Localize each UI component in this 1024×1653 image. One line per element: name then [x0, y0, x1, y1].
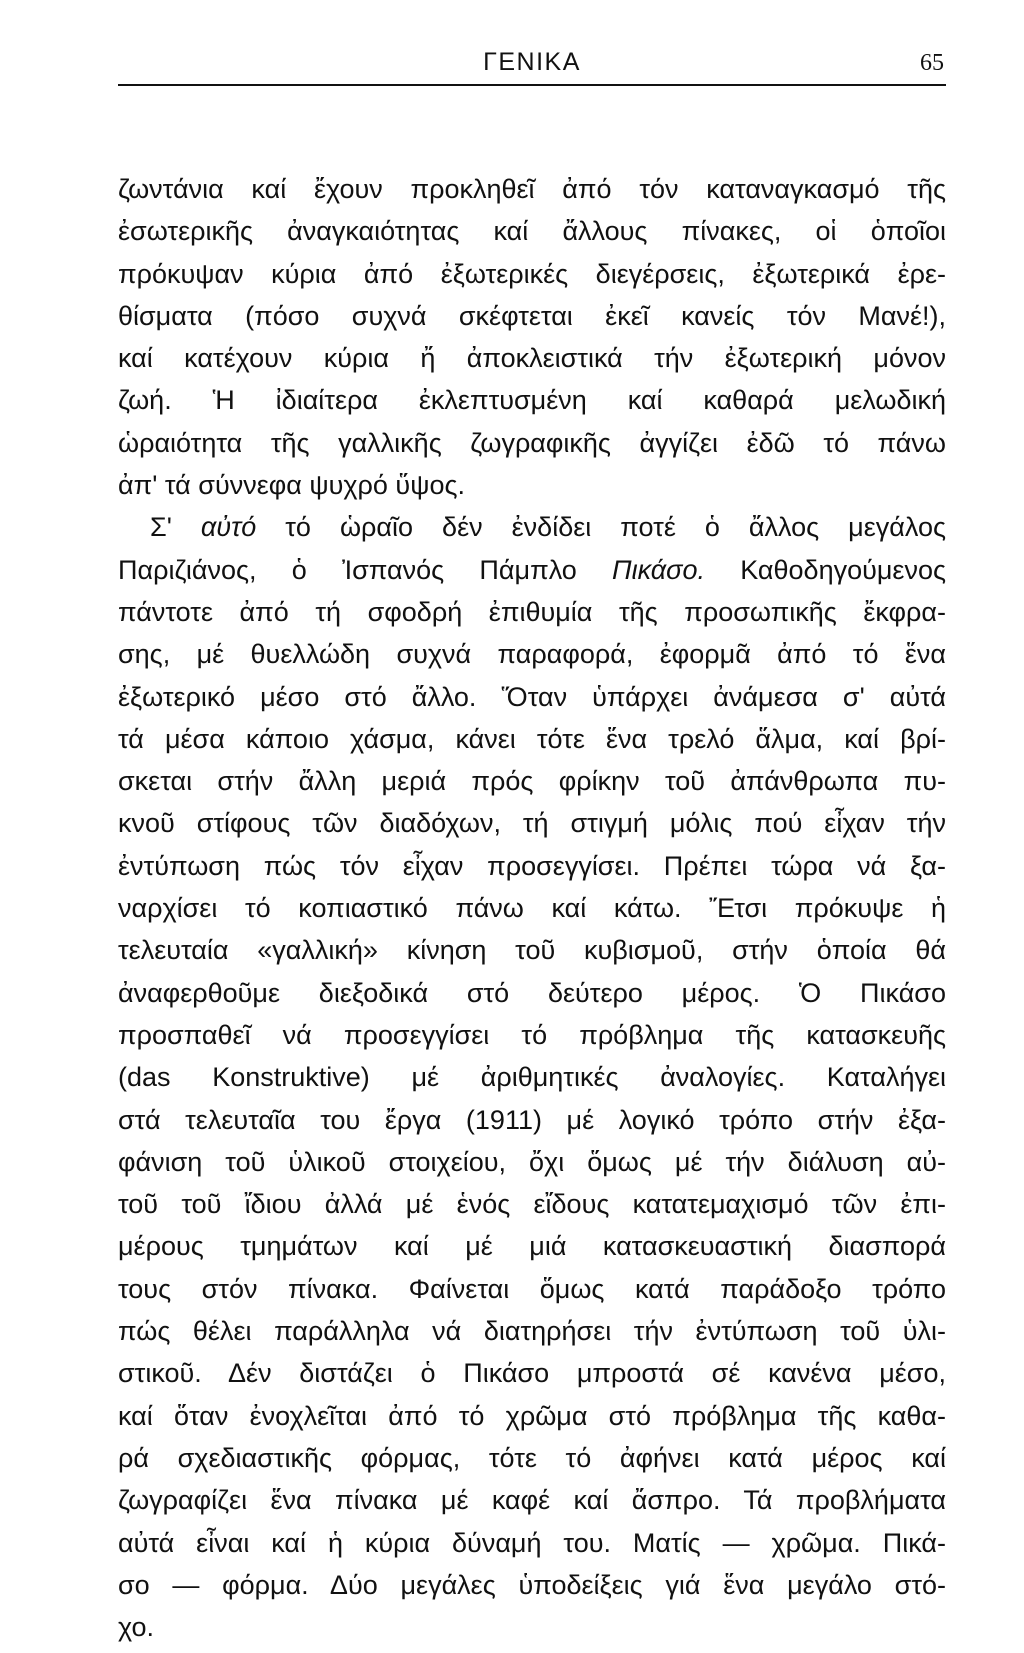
text-segment: ἐντύπωση πώς τόν εἶχαν προσεγγίσει. Πρέπει τώρα νά ξα-	[118, 850, 946, 881]
text-line	[118, 549, 946, 591]
text-segment: καί κατέχουν κύρια ἤ ἀποκλειστικά τήν ἐξωτερική μόνον	[118, 343, 946, 374]
text-segment: κνοῦ στίφους τῶν διαδόχων, τή στιγμή μόλις πού εἶχαν τήν	[118, 808, 946, 839]
text-line	[118, 929, 946, 971]
text-line	[118, 1014, 946, 1056]
text-line	[118, 1183, 946, 1225]
text-segment: τελευταία «γαλλική» κίνηση τοῦ κυβισμοῦ, στήν ὁποία θά	[118, 935, 946, 966]
text-segment: ἐξωτερικό μέσο στό ἄλλο. Ὅταν ὑπάρχει ἀνάμεσα σ' αὐτά	[118, 681, 946, 712]
text-line	[118, 1479, 946, 1521]
italic-text-segment: αὐτό	[200, 512, 257, 543]
text-line	[118, 1437, 946, 1479]
text-line	[118, 1225, 946, 1267]
text-segment: μέρους τμημάτων καί μέ μιά κατασκευαστική διασπορά	[118, 1231, 946, 1262]
text-segment: ζωή. Ἡ ἰδιαίτερα ἐκλεπτυσμένη καί καθαρά μελωδική	[118, 385, 946, 416]
text-line	[118, 1352, 946, 1394]
text-line	[118, 1056, 946, 1098]
text-segment: ναρχίσει τό κοπιαστικό πάνω καί κάτω. Ἔτσι πρόκυψε ἡ	[118, 893, 946, 924]
text-segment: Παριζιάνος, ὁ Ἰσπανός Πάμπλο	[118, 554, 613, 585]
text-line	[118, 506, 946, 548]
text-segment: τά μέσα κάποιο χάσμα, κάνει τότε ἕνα τρελό ἅλμα, καί βρί-	[118, 723, 946, 754]
text-line	[118, 337, 946, 379]
text-segment: ἐσωτερικῆς ἀναγκαιότητας καί ἄλλους πίνακες, οἱ ὁποῖοι	[118, 216, 946, 247]
text-segment: πρόκυψαν κύρια ἀπό ἐξωτερικές διεγέρσεις, ἐξωτερικά ἐρε-	[118, 258, 946, 289]
text-segment: προσπαθεῖ νά προσεγγίσει τό πρόβλημα τῆς κατασκευῆς	[118, 1019, 946, 1050]
text-segment: ὡραιότητα τῆς γαλλικῆς ζωγραφικῆς ἀγγίζει ἐδῶ τό πάνω	[118, 427, 946, 458]
text-line	[118, 464, 946, 506]
page-number: 65	[920, 50, 944, 76]
text-segment: Καθοδηγούμενος	[704, 554, 946, 585]
text-line	[118, 1141, 946, 1183]
text-segment: ζωγραφίζει ἕνα πίνακα μέ καφέ καί ἄσπρο. Τά προβλήματα	[118, 1485, 946, 1516]
text-segment: ἀναφερθοῦμε διεξοδικά στό δεύτερο μέρος. Ὁ Πικάσο	[118, 977, 946, 1008]
text-line	[118, 1564, 946, 1606]
text-segment: φάνιση τοῦ ὑλικοῦ στοιχείου, ὄχι ὅμως μέ τήν διάλυση αὐ-	[118, 1146, 946, 1177]
text-segment: πάντοτε ἀπό τή σφοδρή ἐπιθυμία τῆς προσωπικῆς ἔκφρα-	[118, 596, 946, 627]
text-segment: ἀπ' τά σύννεφα ψυχρό ὕψος.	[118, 470, 465, 501]
text-segment: τό ὡραῖο δέν ἐνδίδει ποτέ ὁ ἄλλος μεγάλος	[256, 512, 946, 543]
body-text	[118, 168, 946, 1648]
chapter-header-title: ΓΕΝΙΚΑ	[483, 48, 581, 76]
text-line	[118, 802, 946, 844]
text-line	[118, 845, 946, 887]
text-line	[118, 760, 946, 802]
text-line	[118, 168, 946, 210]
text-line	[118, 887, 946, 929]
text-segment: ρά σχεδιαστικῆς φόρμας, τότε τό ἀφήνει κατά μέρος καί	[118, 1442, 946, 1473]
text-line	[118, 379, 946, 421]
text-segment: σης, μέ θυελλώδη συχνά παραφορά, ἐφορμᾶ ἀπό τό ἕνα	[118, 639, 946, 670]
text-line	[118, 718, 946, 760]
text-line	[118, 591, 946, 633]
text-segment: θίσματα (πόσο συχνά σκέφτεται ἐκεῖ κανείς τόν Μανέ!),	[118, 300, 946, 331]
text-line	[118, 633, 946, 675]
text-line	[118, 253, 946, 295]
text-segment: καί ὅταν ἐνοχλεῖται ἀπό τό χρῶμα στό πρόβλημα τῆς καθα-	[118, 1400, 946, 1431]
text-line	[118, 1099, 946, 1141]
running-head	[118, 44, 946, 86]
text-segment: σο — φόρμα. Δύο μεγάλες ὑποδείξεις γιά ἕνα μεγάλο στό-	[118, 1569, 946, 1600]
text-segment: τοῦ τοῦ ἴδιου ἀλλά μέ ἑνός εἴδους κατατεμαχισμό τῶν ἐπι-	[118, 1189, 946, 1220]
text-line	[118, 972, 946, 1014]
text-segment: χο.	[118, 1612, 154, 1643]
text-segment: αὐτά εἶναι καί ἡ κύρια δύναμή του. Ματίς — χρῶμα. Πικά-	[118, 1527, 946, 1558]
text-segment: ζωντάνια καί ἔχουν προκληθεῖ ἀπό τόν καταναγκασμό τῆς	[118, 174, 946, 204]
text-line	[118, 1268, 946, 1310]
text-line	[118, 1522, 946, 1564]
text-segment: σκεται στήν ἄλλη μεριά πρός φρίκην τοῦ ἀπάνθρωπα πυ-	[118, 766, 946, 797]
text-line	[118, 1310, 946, 1352]
text-segment: στικοῦ. Δέν διστάζει ὁ Πικάσο μπροστά σέ κανένα μέσο,	[118, 1358, 946, 1389]
text-line	[118, 1606, 946, 1648]
text-line	[118, 422, 946, 464]
text-line	[118, 210, 946, 252]
text-line	[118, 1395, 946, 1437]
italic-text-segment: Πικάσο.	[612, 554, 705, 585]
text-segment: Σ'	[150, 512, 201, 543]
text-line	[118, 676, 946, 718]
text-segment: τους στόν πίνακα. Φαίνεται ὅμως κατά παράδοξο τρόπο	[118, 1273, 946, 1304]
text-segment: (das Konstruktive) μέ ἀριθμητικές ἀναλογίες. Καταλήγει	[118, 1062, 946, 1093]
text-segment: πώς θέλει παράλληλα νά διατηρήσει τήν ἐντύπωση τοῦ ὑλι-	[118, 1316, 946, 1347]
text-line	[118, 295, 946, 337]
text-segment: στά τελευταῖα του ἔργα (1911) μέ λογικό τρόπο στήν ἐξα-	[118, 1104, 946, 1135]
